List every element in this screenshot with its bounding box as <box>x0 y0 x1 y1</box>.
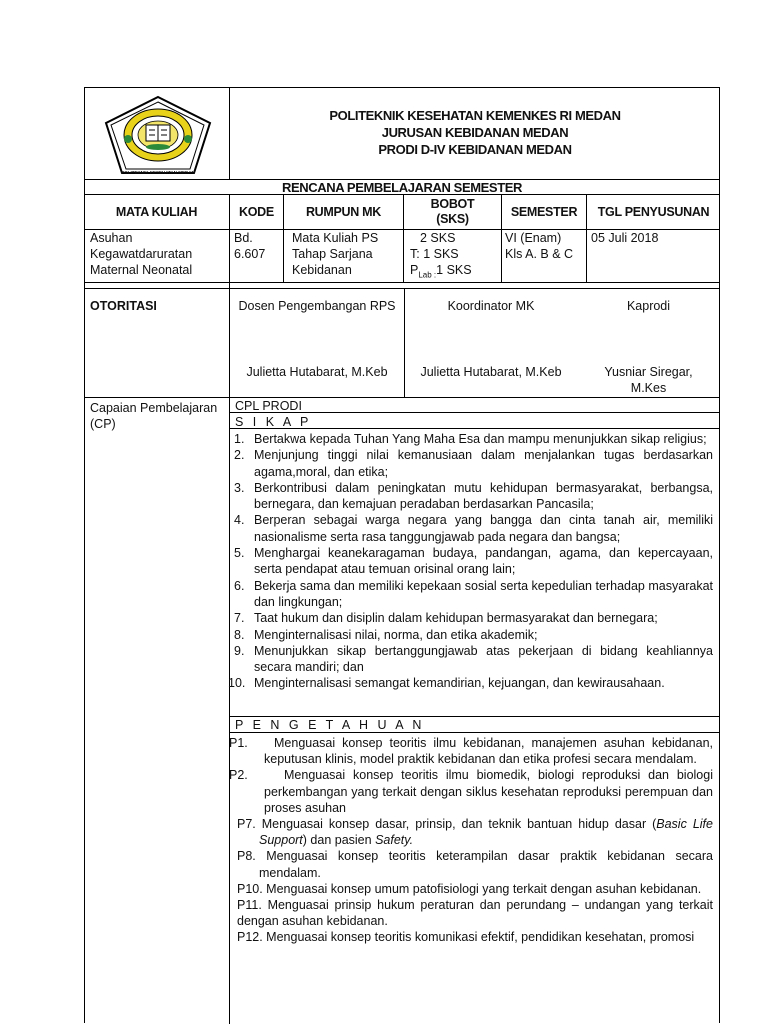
credits-lab-value: 1 SKS <box>436 263 472 277</box>
credits-lab-sub: Lab : <box>418 270 437 280</box>
col-bobot <box>404 197 501 227</box>
item-text: ) dan pasien <box>302 833 376 848</box>
sikap-list <box>228 431 713 692</box>
divider <box>84 282 720 283</box>
pengetahuan-list <box>229 735 713 946</box>
item-number: 5. <box>234 546 245 561</box>
divider <box>84 397 720 398</box>
course-group-line: Mata Kuliah PS <box>292 231 379 245</box>
cp-label <box>90 400 217 432</box>
dosen-title: Dosen Pengembangan RPS <box>238 299 396 313</box>
list-item: P12. Menguasai konsep teoritis komunikasi efektif, pendidikan kesehatan, promosi <box>237 930 695 945</box>
col-rumpun: RUMPUN MK <box>305 205 382 219</box>
item-number: 10. <box>228 676 246 691</box>
course-name <box>90 230 192 278</box>
course-date: 05 Juli 2018 <box>591 231 659 245</box>
course-semester <box>505 230 573 262</box>
item-number: 4. <box>234 513 245 528</box>
divider <box>84 288 720 289</box>
dosen-name: Julietta Hutabarat, M.Keb <box>246 365 388 379</box>
department-name: JURUSAN KEBIDANAN MEDAN <box>381 125 569 140</box>
course-credits <box>410 230 472 284</box>
list-item <box>234 431 713 447</box>
pengetahuan-heading: P E N G E T A H U A N <box>235 718 425 732</box>
item-number: 7. <box>234 611 245 626</box>
semester-line: VI (Enam) <box>505 231 562 245</box>
list-item <box>234 643 713 676</box>
item-text: Menginternalisasi semangat kemandirian, kejuangan, dan kewirausahaan. <box>254 676 665 691</box>
col-semester: SEMESTER <box>510 205 578 219</box>
course-code <box>234 230 265 262</box>
item-text: Menunjukkan sikap bertanggungjawab atas pekerjaan di bidang keahliannya secara mandiri; dan <box>254 643 713 675</box>
document-title: RENCANA PEMBELAJARAN SEMESTER <box>282 180 522 195</box>
course-group-line: Tahap Sarjana <box>292 247 373 261</box>
col-kode: KODE <box>239 205 274 219</box>
item-text: Berperan sebagai warga negara yang bangga dan cinta tanah air, memiliki nasionalisme serta rasa tanggungjawab pada negara dan bangsa; <box>254 513 713 544</box>
institution-name: POLITEKNIK KESEHATAN KEMENKES RI MEDAN <box>329 108 621 123</box>
institution-logo <box>98 93 218 177</box>
logo-emblem-icon <box>98 93 218 177</box>
list-item <box>228 675 713 691</box>
item-text: Taat hukum dan disiplin dalam kehidupan bermasyarakat dan bernegara; <box>254 611 658 626</box>
credits-theory: T: 1 SKS <box>410 247 459 261</box>
item-number: P1. <box>229 736 248 750</box>
item-number: 8. <box>234 627 245 642</box>
list-item <box>229 816 713 848</box>
item-text: Menginternalisasi nilai, norma, dan etika akademik; <box>254 627 538 642</box>
divider <box>229 412 720 413</box>
kaprodi-name-line: M.Kes <box>630 381 667 395</box>
rps-document <box>84 87 720 1024</box>
course-group-line: Kebidanan <box>292 263 352 277</box>
course-code-line: 6.607 <box>234 247 266 261</box>
item-text: Berkontribusi dalam peningkatan mutu kehidupan bermasyarakat, berbangsa, bernegara, dan kemajuan peradaban berdasarkan Pancasila; <box>254 480 713 512</box>
list-item <box>234 512 713 545</box>
credits-lab-prefix: P <box>410 263 419 277</box>
item-text: Bertakwa kepada Tuhan Yang Maha Esa dan mampu menunjukkan sikap religius; <box>254 432 707 446</box>
item-text: P7. Menguasai konsep dasar, prinsip, dan teknik bantuan hidup dasar ( <box>237 817 657 832</box>
list-item <box>229 735 713 767</box>
item-number: 2. <box>234 448 245 463</box>
otoritasi-label: OTORITASI <box>90 299 157 313</box>
list-item <box>234 610 713 626</box>
course-group <box>292 230 378 278</box>
semester-line: Kls A. B & C <box>505 247 574 261</box>
list-item: P10. Menguasai konsep umum patofisiologi yang terkait dengan asuhan kebidanan. <box>237 881 702 896</box>
item-number: P2. <box>229 768 248 783</box>
sikap-heading: S I K A P <box>235 415 312 429</box>
course-name-line: Asuhan <box>90 231 133 245</box>
item-number: 3. <box>234 480 245 495</box>
list-item <box>229 767 713 816</box>
cp-label-line: (CP) <box>90 417 116 431</box>
list-item <box>234 578 713 611</box>
item-number: 9. <box>234 643 245 658</box>
course-code-line: Bd. <box>234 231 253 245</box>
list-item <box>234 545 713 578</box>
koordinator-name: Julietta Hutabarat, M.Keb <box>420 365 562 379</box>
list-item <box>234 447 713 480</box>
item-text-italic: Basic Life Support <box>259 817 713 848</box>
item-text-italic: Safety. <box>375 833 414 848</box>
item-text: Menguasai konsep teoritis ilmu biomedik, biologi reproduksi dan biologi perkembangan yang terkait dengan siklus kesehatan reproduksi perempuan dan proses asuhan <box>264 768 713 815</box>
course-name-line: Maternal Neonatal <box>90 263 193 277</box>
cp-label-line: Capaian Pembelajaran <box>90 401 218 415</box>
course-name-line: Kegawatdaruratan <box>90 247 193 261</box>
col-tgl: TGL PENYUSUNAN <box>597 205 710 219</box>
logo-text: POLITEKNIK KESEHATAN MEDAN <box>121 170 195 175</box>
item-text: Menjunjung tinggi nilai kemanusiaan dalam menjalankan tugas berdasarkan agama,moral, dan etika; <box>254 448 713 479</box>
program-name: PRODI D-IV KEBIDANAN MEDAN <box>378 142 572 157</box>
kaprodi-name <box>577 364 720 396</box>
item-number: 1. <box>234 432 245 446</box>
item-text: Menghargai keanekaragaman budaya, pandangan, agama, dan kepercayaan, serta pendapat atau temuan orisinal orang lain; <box>254 546 713 577</box>
list-item <box>234 480 713 513</box>
list-item: P8. Menguasai konsep teoritis keterampilan dasar praktik kebidanan secara mendalam. <box>237 849 713 880</box>
item-number: 6. <box>234 578 245 593</box>
list-item <box>234 627 713 643</box>
cpl-prodi-label: CPL PRODI <box>235 399 302 413</box>
list-item: P11. Menguasai prinsip hukum peraturan dan perundang – undangan yang terkait dengan asuhan kebidanan. <box>237 898 713 929</box>
kaprodi-title: Kaprodi <box>626 299 671 313</box>
credits-total: 2 SKS <box>420 231 456 245</box>
col-bobot-label: BOBOT <box>430 197 475 211</box>
kaprodi-name-line: Yusniar Siregar, <box>604 365 693 379</box>
koordinator-title: Koordinator MK <box>447 299 535 313</box>
col-sks-label: (SKS) <box>436 212 469 226</box>
item-text: Menguasai konsep teoritis ilmu kebidanan, manajemen asuhan kebidanan, keputusan klinis, model praktik kebidanan dan etika profesi secara mendalam. <box>264 736 713 767</box>
col-mata-kuliah: MATA KULIAH <box>115 205 198 219</box>
credits-lab <box>410 262 472 284</box>
item-text: Bekerja sama dan memiliki kepekaan sosial serta kepedulian terhadap masyarakat dan lingkungan; <box>254 578 713 609</box>
